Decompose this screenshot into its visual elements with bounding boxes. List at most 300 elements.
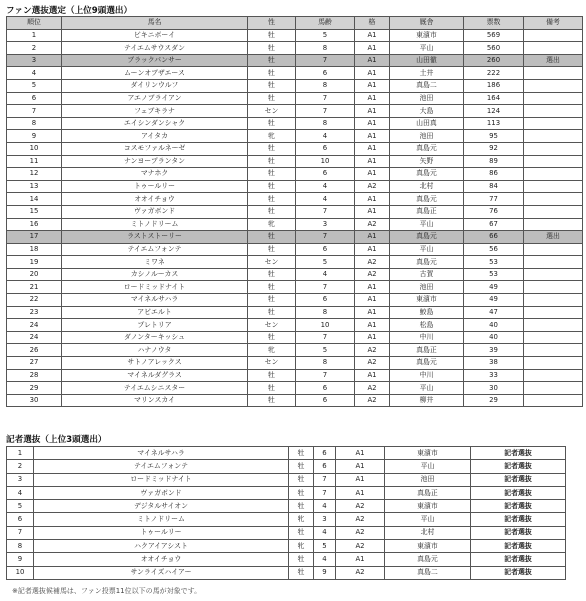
cell-stable: 中川 xyxy=(390,369,464,382)
cell-rank: 18 xyxy=(7,243,62,256)
cell-age: 4 xyxy=(314,553,336,566)
cell-horse-name: ミトノドリーム xyxy=(34,513,289,526)
table-row xyxy=(7,218,583,231)
cell-rank: 23 xyxy=(7,306,62,319)
table-row xyxy=(7,281,583,294)
cell-horse-name: ビキニボーイ xyxy=(62,29,248,42)
table-row xyxy=(7,42,583,55)
cell-class: A1 xyxy=(355,319,390,332)
cell-class: A1 xyxy=(355,130,390,143)
cell-age: 4 xyxy=(296,193,355,206)
cell-remarks xyxy=(524,155,583,168)
cell-stable: 真島二 xyxy=(390,79,464,92)
cell-sex: 牝 xyxy=(248,344,296,357)
cell-age: 5 xyxy=(296,344,355,357)
cell-rank: 4 xyxy=(7,67,62,80)
table-row xyxy=(7,306,583,319)
cell-age: 7 xyxy=(314,486,336,499)
table-row xyxy=(7,357,583,370)
cell-rank: 1 xyxy=(7,447,34,460)
cell-age: 7 xyxy=(296,92,355,105)
cell-class: A2 xyxy=(336,513,385,526)
cell-age: 5 xyxy=(296,256,355,269)
cell-remarks xyxy=(524,344,583,357)
table-row xyxy=(7,231,583,244)
cell-age: 7 xyxy=(296,281,355,294)
cell-age: 3 xyxy=(296,218,355,231)
cell-rank: 22 xyxy=(7,294,62,307)
table-row xyxy=(7,193,583,206)
cell-votes: 124 xyxy=(464,105,524,118)
table-row xyxy=(7,268,583,281)
table-row xyxy=(7,553,566,566)
cell-class: A1 xyxy=(355,105,390,118)
cell-sex: 牡 xyxy=(248,42,296,55)
cell-horse-name: アエノブライアン xyxy=(62,92,248,105)
cell-stable: 古賀 xyxy=(390,268,464,281)
fan-table-header-row xyxy=(7,17,583,30)
cell-class: A1 xyxy=(355,92,390,105)
cell-horse-name: コスモファルネーゼ xyxy=(62,142,248,155)
cell-sex: 牡 xyxy=(248,306,296,319)
cell-age: 6 xyxy=(296,168,355,181)
cell-class: A1 xyxy=(355,369,390,382)
cell-horse-name: ハナノウタ xyxy=(62,344,248,357)
cell-sex: 牡 xyxy=(289,447,314,460)
footnote: ※記者選抜候補馬は、ファン投票11位以下の馬が対象です。 xyxy=(12,587,202,595)
table-row xyxy=(7,382,583,395)
cell-remarks: 選出 xyxy=(524,54,583,67)
cell-age: 7 xyxy=(296,231,355,244)
cell-sex: セン xyxy=(248,256,296,269)
cell-votes: 38 xyxy=(464,357,524,370)
cell-horse-name: カシノルーカス xyxy=(62,268,248,281)
cell-horse-name: ロードミッドナイト xyxy=(62,281,248,294)
cell-horse-name: テイエムフォンテ xyxy=(62,243,248,256)
cell-remarks xyxy=(524,281,583,294)
cell-rank: 4 xyxy=(7,486,34,499)
cell-selection: 記者選抜 xyxy=(471,513,566,526)
cell-remarks xyxy=(524,105,583,118)
cell-votes: 33 xyxy=(464,369,524,382)
cell-stable: 池田 xyxy=(390,92,464,105)
cell-class: A1 xyxy=(355,29,390,42)
cell-stable: 平山 xyxy=(390,218,464,231)
cell-remarks xyxy=(524,29,583,42)
fan-section-title: ファン選抜選定（上位9頭選出） xyxy=(6,6,133,16)
cell-age: 6 xyxy=(296,142,355,155)
cell-horse-name: アイタカ xyxy=(62,130,248,143)
cell-class: A2 xyxy=(355,256,390,269)
table-row xyxy=(7,243,583,256)
cell-age: 8 xyxy=(296,79,355,92)
cell-horse-name: デジタルサイオン xyxy=(34,500,289,513)
cell-stable: 東濱市 xyxy=(385,500,471,513)
cell-remarks xyxy=(524,243,583,256)
cell-horse-name: テイエムサウスダン xyxy=(62,42,248,55)
table-row xyxy=(7,117,583,130)
header-age: 馬齢 xyxy=(296,17,355,30)
cell-sex: 牡 xyxy=(289,473,314,486)
table-row xyxy=(7,67,583,80)
cell-votes: 95 xyxy=(464,130,524,143)
cell-remarks xyxy=(524,306,583,319)
cell-class: A1 xyxy=(355,155,390,168)
table-row xyxy=(7,540,566,553)
cell-horse-name: ブラックパンサー xyxy=(62,54,248,67)
cell-rank: 3 xyxy=(7,473,34,486)
cell-rank: 8 xyxy=(7,117,62,130)
cell-remarks xyxy=(524,331,583,344)
table-row xyxy=(7,394,583,407)
press-section-title: 記者選抜（上位3頭選出） xyxy=(6,435,107,445)
cell-stable: 真島正 xyxy=(385,486,471,499)
cell-class: A2 xyxy=(336,526,385,539)
cell-sex: 牡 xyxy=(248,369,296,382)
cell-remarks xyxy=(524,180,583,193)
cell-class: A1 xyxy=(336,460,385,473)
cell-age: 6 xyxy=(296,294,355,307)
cell-age: 7 xyxy=(296,331,355,344)
cell-rank: 27 xyxy=(7,357,62,370)
cell-stable: 土井 xyxy=(390,67,464,80)
cell-horse-name: ヴァガボンド xyxy=(62,205,248,218)
fan-vote-table xyxy=(6,16,583,407)
cell-rank: 5 xyxy=(7,79,62,92)
cell-rank: 14 xyxy=(7,193,62,206)
cell-stable: 北村 xyxy=(390,180,464,193)
cell-rank: 7 xyxy=(7,105,62,118)
header-remarks: 備考 xyxy=(524,17,583,30)
cell-class: A2 xyxy=(355,357,390,370)
table-row xyxy=(7,344,583,357)
cell-age: 4 xyxy=(314,526,336,539)
cell-selection: 記者選抜 xyxy=(471,540,566,553)
cell-horse-name: トゥールリー xyxy=(62,180,248,193)
cell-stable: 矢野 xyxy=(390,155,464,168)
cell-age: 6 xyxy=(296,243,355,256)
cell-sex: 牡 xyxy=(248,54,296,67)
cell-rank: 19 xyxy=(7,256,62,269)
cell-horse-name: ハクアイアシスト xyxy=(34,540,289,553)
cell-stable: 山田真 xyxy=(390,117,464,130)
cell-horse-name: ミワネ xyxy=(62,256,248,269)
cell-stable: 松島 xyxy=(390,319,464,332)
cell-stable: 平山 xyxy=(385,513,471,526)
cell-stable: 鮫島 xyxy=(390,306,464,319)
cell-stable: 柳井 xyxy=(390,394,464,407)
cell-stable: 真島正 xyxy=(390,205,464,218)
cell-sex: 牡 xyxy=(248,67,296,80)
cell-rank: 16 xyxy=(7,218,62,231)
cell-horse-name: サトノアレックス xyxy=(62,357,248,370)
table-row xyxy=(7,256,583,269)
table-row xyxy=(7,155,583,168)
cell-age: 9 xyxy=(314,566,336,579)
cell-stable: 真島元 xyxy=(390,168,464,181)
cell-rank: 11 xyxy=(7,155,62,168)
header-stable: 厩舎 xyxy=(390,17,464,30)
cell-horse-name: テイエムフォンテ xyxy=(34,460,289,473)
cell-votes: 39 xyxy=(464,344,524,357)
cell-selection: 記者選抜 xyxy=(471,473,566,486)
table-row xyxy=(7,486,566,499)
cell-sex: 牡 xyxy=(248,268,296,281)
cell-horse-name: フェブキラナ xyxy=(62,105,248,118)
cell-selection: 記者選抜 xyxy=(471,553,566,566)
cell-sex: 牝 xyxy=(248,130,296,143)
cell-rank: 3 xyxy=(7,54,62,67)
table-row xyxy=(7,473,566,486)
cell-votes: 84 xyxy=(464,180,524,193)
cell-sex: 牡 xyxy=(248,382,296,395)
cell-selection: 記者選抜 xyxy=(471,486,566,499)
cell-sex: 牡 xyxy=(248,168,296,181)
cell-age: 8 xyxy=(296,357,355,370)
cell-votes: 67 xyxy=(464,218,524,231)
cell-votes: 76 xyxy=(464,205,524,218)
cell-stable: 東濱市 xyxy=(385,540,471,553)
header-horse-name: 馬名 xyxy=(62,17,248,30)
cell-rank: 1 xyxy=(7,29,62,42)
cell-horse-name: ラストストーリー xyxy=(62,231,248,244)
cell-age: 8 xyxy=(296,42,355,55)
cell-rank: 6 xyxy=(7,92,62,105)
cell-stable: 東濱市 xyxy=(385,447,471,460)
cell-horse-name: トゥールリー xyxy=(34,526,289,539)
cell-horse-name: プレトリア xyxy=(62,319,248,332)
cell-sex: 牡 xyxy=(248,142,296,155)
cell-sex: 牡 xyxy=(289,526,314,539)
cell-votes: 56 xyxy=(464,243,524,256)
cell-remarks xyxy=(524,382,583,395)
cell-stable: 平山 xyxy=(390,42,464,55)
cell-class: A1 xyxy=(355,168,390,181)
cell-class: A1 xyxy=(336,447,385,460)
cell-rank: 24 xyxy=(7,331,62,344)
cell-votes: 49 xyxy=(464,294,524,307)
table-row xyxy=(7,54,583,67)
cell-horse-name: ヴァガボンド xyxy=(34,486,289,499)
cell-remarks xyxy=(524,369,583,382)
cell-rank: 2 xyxy=(7,460,34,473)
cell-rank: 2 xyxy=(7,42,62,55)
cell-votes: 89 xyxy=(464,155,524,168)
cell-sex: 牡 xyxy=(248,281,296,294)
cell-sex: 牡 xyxy=(248,117,296,130)
cell-remarks xyxy=(524,268,583,281)
cell-sex: 牡 xyxy=(289,500,314,513)
table-row xyxy=(7,168,583,181)
cell-horse-name: ミトノドリーム xyxy=(62,218,248,231)
cell-age: 5 xyxy=(296,29,355,42)
cell-rank: 6 xyxy=(7,513,34,526)
cell-sex: 牡 xyxy=(248,205,296,218)
cell-class: A2 xyxy=(355,218,390,231)
cell-sex: 牡 xyxy=(248,394,296,407)
cell-selection: 記者選抜 xyxy=(471,566,566,579)
cell-stable: 池田 xyxy=(385,473,471,486)
cell-stable: 山田徹 xyxy=(390,54,464,67)
cell-rank: 21 xyxy=(7,281,62,294)
cell-age: 7 xyxy=(296,105,355,118)
cell-age: 8 xyxy=(296,117,355,130)
cell-age: 10 xyxy=(296,319,355,332)
cell-sex: 牝 xyxy=(248,218,296,231)
cell-class: A1 xyxy=(336,486,385,499)
table-row xyxy=(7,205,583,218)
cell-class: A1 xyxy=(336,473,385,486)
cell-stable: 真島二 xyxy=(385,566,471,579)
cell-horse-name: マイネルサハラ xyxy=(34,447,289,460)
cell-votes: 40 xyxy=(464,319,524,332)
cell-age: 6 xyxy=(314,447,336,460)
cell-class: A2 xyxy=(355,344,390,357)
cell-age: 8 xyxy=(296,306,355,319)
cell-stable: 真島元 xyxy=(390,231,464,244)
cell-remarks xyxy=(524,168,583,181)
cell-selection: 記者選抜 xyxy=(471,460,566,473)
cell-sex: 牡 xyxy=(248,79,296,92)
table-row xyxy=(7,294,583,307)
cell-sex: 牡 xyxy=(248,155,296,168)
cell-votes: 53 xyxy=(464,268,524,281)
cell-class: A1 xyxy=(355,193,390,206)
cell-stable: 真島元 xyxy=(385,553,471,566)
cell-horse-name: アビエルト xyxy=(62,306,248,319)
cell-stable: 中川 xyxy=(390,331,464,344)
cell-votes: 30 xyxy=(464,382,524,395)
cell-stable: 北村 xyxy=(385,526,471,539)
cell-votes: 47 xyxy=(464,306,524,319)
cell-sex: 牡 xyxy=(289,486,314,499)
table-row xyxy=(7,29,583,42)
cell-age: 4 xyxy=(296,180,355,193)
table-row xyxy=(7,142,583,155)
cell-class: A1 xyxy=(355,281,390,294)
header-sex: 性 xyxy=(248,17,296,30)
cell-votes: 569 xyxy=(464,29,524,42)
cell-age: 6 xyxy=(296,67,355,80)
cell-class: A1 xyxy=(355,67,390,80)
cell-remarks xyxy=(524,117,583,130)
cell-rank: 24 xyxy=(7,319,62,332)
cell-remarks xyxy=(524,92,583,105)
cell-horse-name: オオイチョウ xyxy=(34,553,289,566)
cell-horse-name: ダノンターキッシュ xyxy=(62,331,248,344)
cell-rank: 7 xyxy=(7,526,34,539)
cell-sex: 牡 xyxy=(248,294,296,307)
cell-class: A2 xyxy=(355,180,390,193)
cell-votes: 29 xyxy=(464,394,524,407)
cell-horse-name: テイエムシニスター xyxy=(62,382,248,395)
cell-rank: 15 xyxy=(7,205,62,218)
cell-remarks: 選出 xyxy=(524,231,583,244)
cell-class: A2 xyxy=(336,500,385,513)
cell-votes: 186 xyxy=(464,79,524,92)
cell-rank: 9 xyxy=(7,130,62,143)
cell-rank: 12 xyxy=(7,168,62,181)
cell-rank: 13 xyxy=(7,180,62,193)
cell-horse-name: マリンスカイ xyxy=(62,394,248,407)
table-row xyxy=(7,180,583,193)
cell-votes: 77 xyxy=(464,193,524,206)
table-row xyxy=(7,319,583,332)
cell-votes: 40 xyxy=(464,331,524,344)
cell-stable: 平山 xyxy=(390,243,464,256)
cell-rank: 30 xyxy=(7,394,62,407)
cell-remarks xyxy=(524,130,583,143)
cell-votes: 164 xyxy=(464,92,524,105)
cell-class: A1 xyxy=(355,231,390,244)
cell-stable: 真島元 xyxy=(390,357,464,370)
cell-class: A1 xyxy=(355,54,390,67)
cell-sex: 牡 xyxy=(248,180,296,193)
cell-remarks xyxy=(524,256,583,269)
cell-age: 4 xyxy=(314,500,336,513)
cell-horse-name: オオイチョウ xyxy=(62,193,248,206)
cell-horse-name: ロードミッドナイト xyxy=(34,473,289,486)
cell-horse-name: マイネルダグラス xyxy=(62,369,248,382)
cell-votes: 86 xyxy=(464,168,524,181)
cell-class: A2 xyxy=(355,382,390,395)
cell-remarks xyxy=(524,357,583,370)
cell-remarks xyxy=(524,205,583,218)
cell-stable: 池田 xyxy=(390,130,464,143)
cell-sex: セン xyxy=(248,319,296,332)
cell-age: 6 xyxy=(314,460,336,473)
table-row xyxy=(7,331,583,344)
cell-class: A1 xyxy=(355,243,390,256)
table-row xyxy=(7,92,583,105)
cell-votes: 66 xyxy=(464,231,524,244)
cell-stable: 大島 xyxy=(390,105,464,118)
cell-age: 3 xyxy=(314,513,336,526)
cell-sex: 牡 xyxy=(289,566,314,579)
cell-stable: 真島元 xyxy=(390,256,464,269)
header-rank: 順位 xyxy=(7,17,62,30)
cell-stable: 東濱市 xyxy=(390,29,464,42)
cell-horse-name: ナンヨープランタン xyxy=(62,155,248,168)
cell-sex: 牡 xyxy=(248,92,296,105)
cell-sex: セン xyxy=(248,357,296,370)
cell-class: A1 xyxy=(355,306,390,319)
cell-remarks xyxy=(524,67,583,80)
cell-remarks xyxy=(524,42,583,55)
cell-sex: 牡 xyxy=(248,331,296,344)
cell-class: A2 xyxy=(355,394,390,407)
header-votes: 票数 xyxy=(464,17,524,30)
cell-votes: 560 xyxy=(464,42,524,55)
cell-age: 5 xyxy=(314,540,336,553)
cell-stable: 平山 xyxy=(385,460,471,473)
cell-stable: 池田 xyxy=(390,281,464,294)
cell-rank: 26 xyxy=(7,344,62,357)
table-row xyxy=(7,79,583,92)
cell-votes: 53 xyxy=(464,256,524,269)
table-row xyxy=(7,130,583,143)
cell-rank: 10 xyxy=(7,142,62,155)
cell-age: 4 xyxy=(296,268,355,281)
cell-class: A1 xyxy=(355,294,390,307)
press-selection-table xyxy=(6,446,566,580)
cell-age: 6 xyxy=(296,382,355,395)
cell-age: 7 xyxy=(296,54,355,67)
cell-age: 4 xyxy=(296,130,355,143)
cell-class: A1 xyxy=(355,331,390,344)
cell-selection: 記者選抜 xyxy=(471,526,566,539)
cell-votes: 113 xyxy=(464,117,524,130)
